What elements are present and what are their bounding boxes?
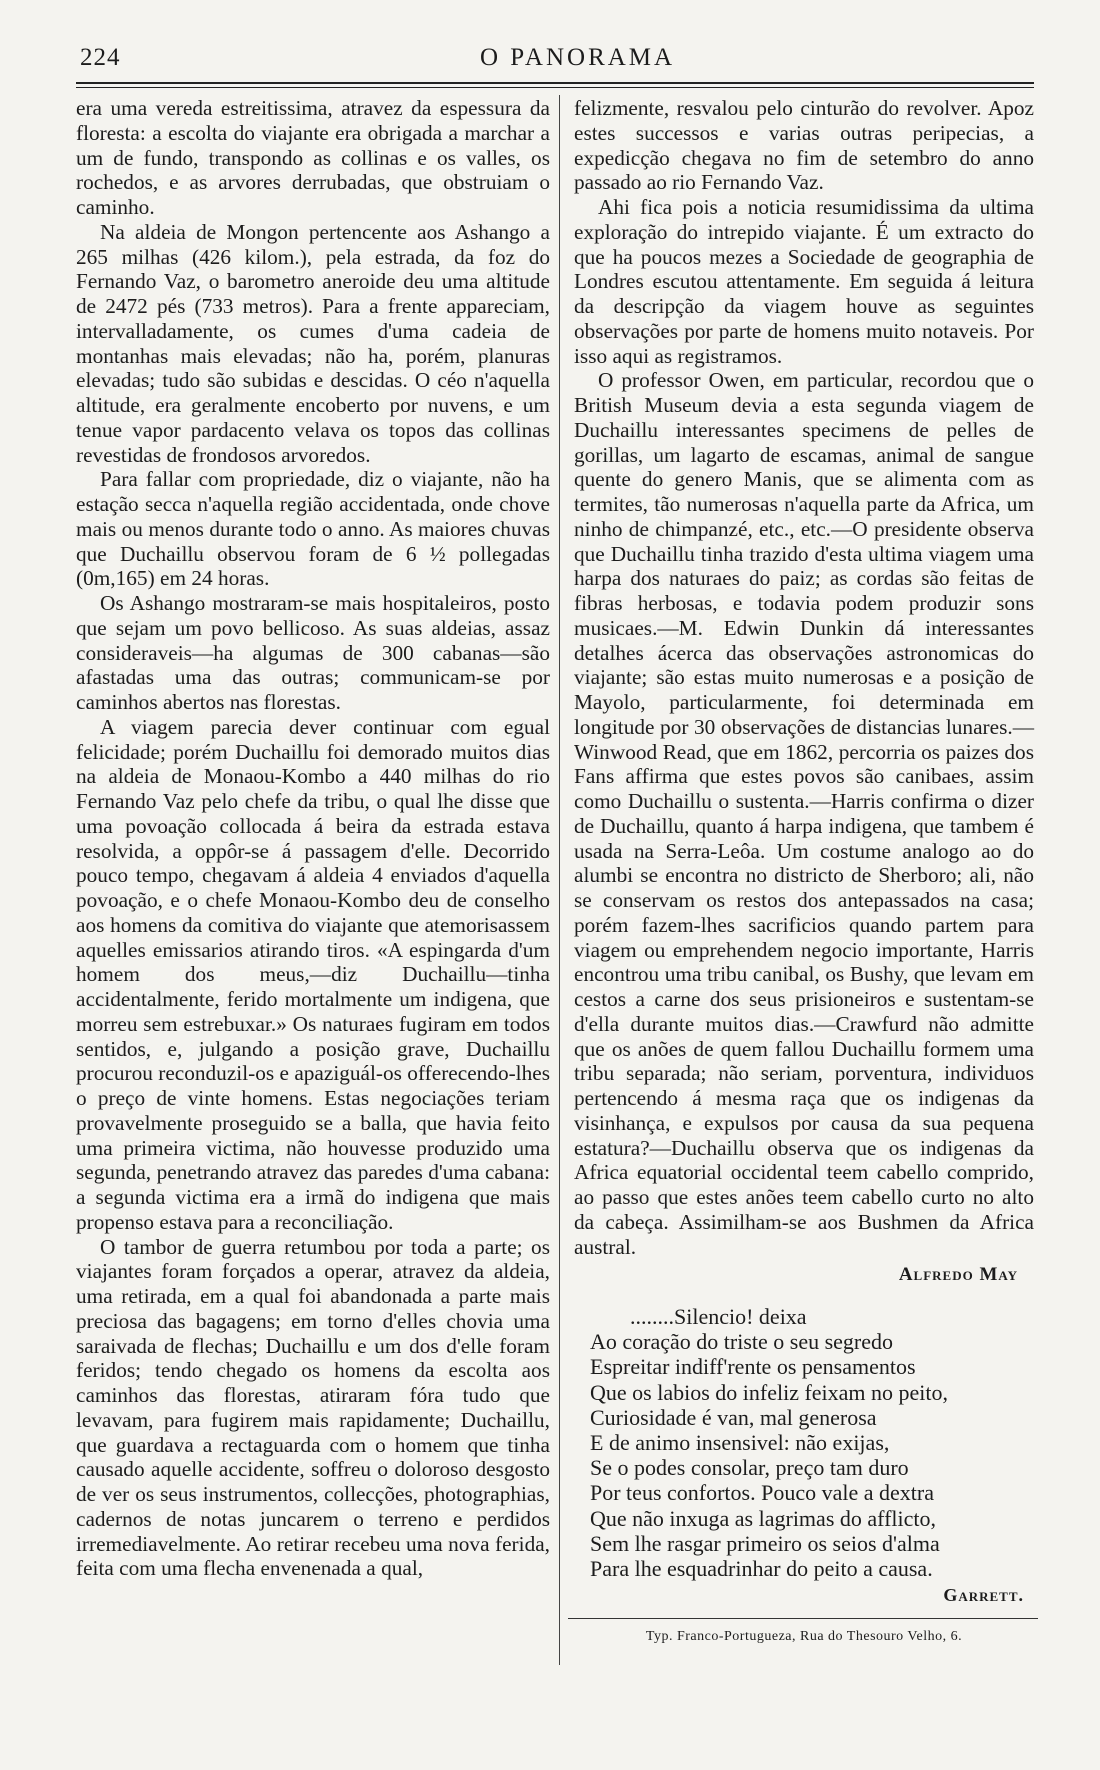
footer-rule [568,1618,1038,1619]
paragraph: A viagem parecia dever continuar com egual felicidade; porém Duchaillu foi demorado muitos dias na aldeia de Monaou-Kombo a 440 milhas do rio Fernando Vaz pelo chefe da tribu, o qual lhe disse que uma povoação collocada á beira da estrada estava resolvida, a oppôr-se á passagem d'elle. Decorrido pouco tempo, chegavam á aldeia 4 enviados d'aquella povoação, e o chefe Monaou-Kombo deu de conselho aos homens da comitiva do viajante que atemorisassem aquelles emissarios atirando tiros. «A espingarda d'um homem dos meus,—diz Duchaillu—tinha accidentalmente, ferido mortalmente um indigena, que morreu sem estrebuxar.» Os naturaes fugiram em todos sentidos, e, julgando a posição grave, Duchaillu procurou reconduzil-os e apaziguál-os offerecendo-lhes o preço de vinte homens. Estas negociações teriam provavelmente proseguido se a balla, que havia feito uma primeira victima, não houvesse produzido uma segunda, penetrando atravez das paredes d'uma cabana: a segunda victima era a irmã do indigena que mais propenso estava para a reconciliação. [76,714,550,1234]
poem-author: Garrett. [943,1585,1024,1606]
page-number: 224 [80,44,121,71]
paragraph: felizmente, resvalou pelo cinturão do revolver. Apoz estes successos e varias outras peripecias, a expedicção chegava no fim de setembro do anno passado ao rio Fernando Vaz. [574,96,1034,195]
printer-imprint: Typ. Franco-Portugueza, Rua do Thesouro Velho, 6. [645,1628,963,1644]
header-rule-thin [76,87,1034,88]
paragraph: Os Ashango mostraram-se mais hospitaleiros, posto que sejam um povo bellicoso. As suas aldeias, assaz consideraveis—ha algumas de 300 cabanas—são afastadas uma das outras; communicam-se por caminhos abertos nas florestas. [76,591,550,714]
right-column [574,96,1034,1650]
poem-line: Curiosidade é van, mal generosa [590,1404,877,1430]
paragraph: O professor Owen, em particular, recordou que o British Museum devia a esta segunda viagem de Duchaillu interessantes specimens de pelles de gorillas, um lagarto de escamas, animal de sangue quente do genero Manis, que se alimenta com as termites, tão numerosas n'aquella parte da Africa, um ninho de chimpanzé, etc., etc.—O presidente observa que Duchaillu tinha trazido d'esta ultima viagem uma harpa dos naturaes do paiz; as cordas são feitas de fibras herbosas, e todavia podem produzir sons musicaes.—M. Edwin Dunkin dá interessantes detalhes ácerca das observações astronomicas do viajante; são estas muito numerosas e a posição de Mayolo, particularmente, foi determinada em longitude por 30 observações de distancias lunares.—Winwood Read, que em 1862, percorria os paizes dos Fans affirma que estes povos são canibaes, assim como Duchaillu o sustenta.—Harris confirma o dizer de Duchaillu, quanto á harpa indigena, que tambem é usada na Serra-Leôa. Um costume analogo ao do alumbi se encontra no districto de Sherboro; ali, não se conservam os restos dos antepassados na casa; porém fazem-lhes sacrificios quando partem para viagem ou emprehendem negocio importante, Harris encontrou uma tribu canibal, os Bushy, que levam em cestos a carne dos seus prisioneiros e sustentam-se d'ella durante muitos dias.—Crawfurd não admitte que os anões de quem fallou Duchaillu formem uma tribu separada; não seriam, porventura, individuos pertencendo á mesma raça que os indigenas da visinhança, e expulsos por causa da sua pequena estatura?—Duchaillu observa que os indigenas da Africa equatorial occidental teem cabello comprido, ao passo que estes anões teem cabello curto no alto da cabeça. Assimilham-se aos Bushmen da Africa austral. [574,368,1034,1259]
poem-line: Por teus confortos. Pouco vale a dextra [590,1480,934,1506]
poem-line: Sem lhe rasgar primeiro os seios d'alma [590,1530,940,1556]
paragraph: Na aldeia de Mongon pertencente aos Ashango a 265 milhas (426 kilom.), pela estrada, da foz do Fernando Vaz, o barometro aneroide deu uma altitude de 2472 pés (733 metros). Para a frente appareciam, intervalladamente, os cumes d'uma cadeia de montanhas mais elevadas; não ha, porém, planuras elevadas; tudo são subidas e descidas. O céo n'aquella altitude, era geralmente encoberto por nuvens, e um tenue vapor pardacento velava os topos das collinas revestidas de frondosos arvoredos. [76,219,550,467]
poem-line: Que não inxuga as lagrimas do afflicto, [590,1505,936,1531]
poem-line: E de animo insensivel: não exijas, [590,1430,890,1456]
column-divider [559,95,560,1665]
left-column [76,96,550,1581]
article-signature: Alfredo May [898,1264,1018,1286]
poem-line: Para lhe esquadrinhar do peito a causa. [590,1556,933,1582]
paragraph: Para fallar com propriedade, diz o viajante, não ha estação secca n'aquella região accidentada, onde chove mais ou menos durante todo o anno. As maiores chuvas que Duchaillu observou foram de 6 ½ pollegadas (0m,165) em 24 horas. [76,467,550,591]
header-rule [76,82,1034,84]
poem-line: ........Silencio! deixa [630,1304,807,1329]
journal-title: O PANORAMA [480,44,676,71]
paragraph: O tambor de guerra retumbou por toda a parte; os viajantes foram forçados a operar, atravez da aldeia, uma retirada, em a qual foi abandonada a parte mais preciosa das bagagens; em torno d'elles chovia uma saraivada de flechas; Duchaillu e um dos d'elle foram feridos; tendo chegado os homens da escolta aos caminhos das florestas, atiraram fóra tudo que levavam, para fugirem mais rapidamente; Duchaillu, que guardava a rectaguarda com o homem que tinha causado aquelle accidente, soffreu o doloroso desgosto de ver os seus instrumentos, collecções, photographias, cadernos de notas juncarem o terreno e perdidos irremediavelmente. Ao retirar recebeu uma nova ferida, feita com uma flecha envenenada a qual, [76,1234,550,1581]
paragraph: Ahi fica pois a noticia resumidissima da ultima exploração do intrepido viajante. É um extracto do que ha poucos mezes a Sociedade de geographia de Londres escutou attentamente. Em seguida á leitura da descripção da viagem houve as seguintes observações por parte de homens muito notaveis. Por isso aqui as registramos. [574,195,1034,368]
poem-line: Espreitar indiff'rente os pensamentos [590,1354,916,1380]
poem-line: Se o podes consolar, preço tam duro [590,1455,909,1481]
paragraph: era uma vereda estreitissima, atravez da espessura da floresta: a escolta do viajante era obrigada a marchar a um de fundo, transpondo as collinas e os valles, os rochedos, e as arvores derrubadas, que obstruiam o caminho. [76,96,550,219]
poem-line: Ao coração do triste o seu segredo [590,1329,894,1355]
poem-line: Que os labios do infeliz feixam no peito, [590,1379,949,1405]
poem [590,1304,1034,1581]
